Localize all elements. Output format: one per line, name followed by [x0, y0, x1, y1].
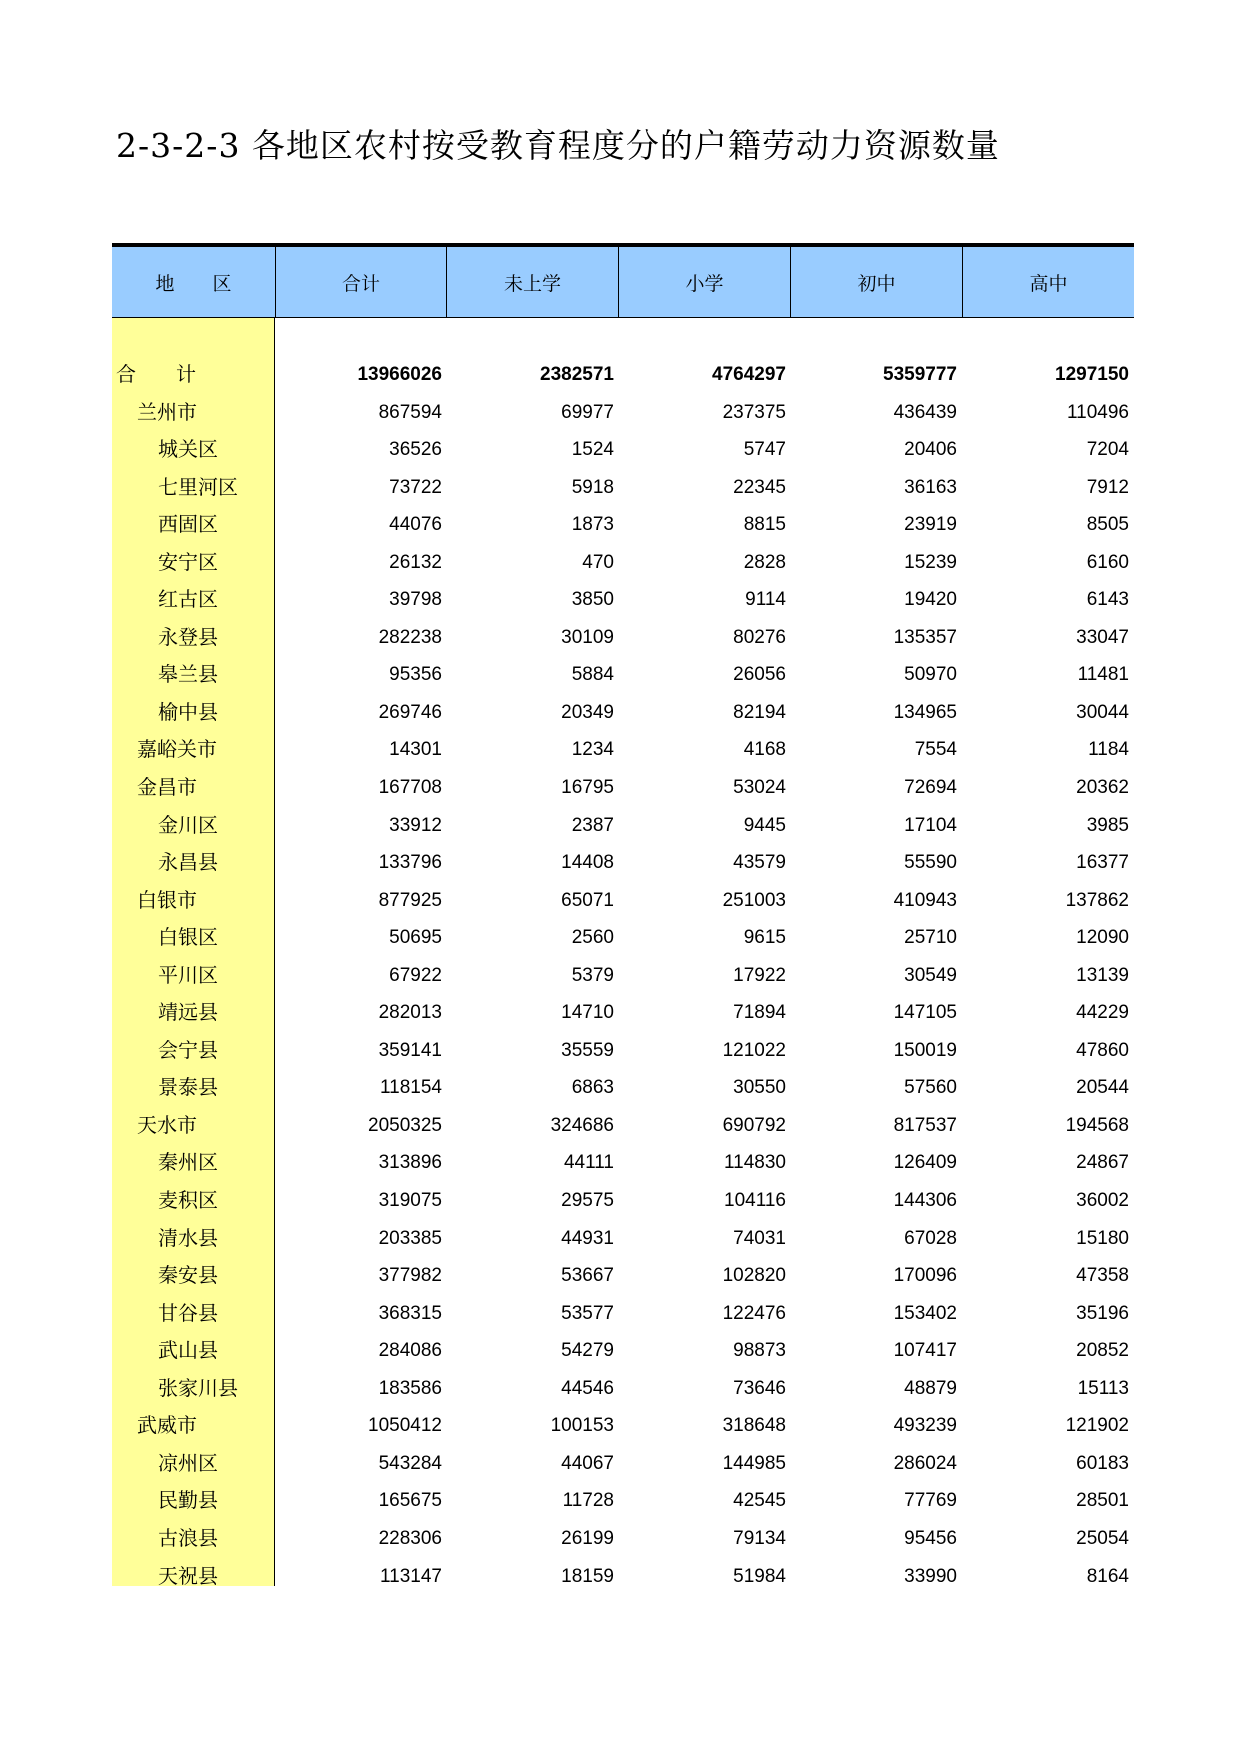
primary-cell: 102820: [722, 1265, 786, 1287]
junior-high-cell: 15239: [904, 551, 957, 573]
primary-cell: 74031: [733, 1227, 786, 1249]
region-name: 金昌市: [137, 775, 197, 800]
no-school-cell: 18159: [561, 1565, 614, 1587]
no-school-cell: 2560: [571, 927, 614, 949]
no-school-cell: 100153: [550, 1415, 614, 1437]
table-row: [112, 394, 1134, 432]
primary-cell: 30550: [733, 1077, 786, 1099]
table-row: [112, 581, 1134, 619]
senior-high-cell: 8505: [1086, 514, 1129, 536]
region-name: 榆中县: [158, 699, 218, 724]
table-row: [112, 431, 1134, 469]
senior-high-cell: 13139: [1076, 964, 1129, 986]
no-school-cell: 3850: [571, 589, 614, 611]
table-row: [112, 506, 1134, 544]
no-school-cell: 44067: [561, 1452, 614, 1474]
no-school-cell: 44111: [563, 1152, 614, 1174]
no-school-cell: 1873: [571, 514, 614, 536]
total-cell: 543284: [378, 1452, 442, 1474]
no-school-cell: 53577: [561, 1302, 614, 1324]
junior-high-cell: 25710: [904, 927, 957, 949]
table-row: [112, 1407, 1134, 1445]
table-row: [112, 994, 1134, 1032]
primary-cell: 79134: [733, 1527, 786, 1549]
region-name: 景泰县: [158, 1075, 218, 1100]
region-name: 七里河区: [158, 474, 238, 499]
total-cell: 39798: [389, 589, 442, 611]
table-row: [112, 807, 1134, 845]
senior-high-cell: 8164: [1086, 1565, 1129, 1587]
primary-cell: 42545: [733, 1490, 786, 1512]
total-cell: 133796: [378, 852, 442, 874]
table-row: [112, 356, 1134, 394]
senior-high-cell: 7912: [1086, 476, 1129, 498]
total-cell: 368315: [378, 1302, 442, 1324]
table-row: [112, 844, 1134, 882]
junior-high-cell: 77769: [904, 1490, 957, 1512]
senior-high-cell: 20544: [1076, 1077, 1129, 1099]
primary-cell: 9114: [745, 589, 786, 611]
total-cell: 377982: [378, 1265, 442, 1287]
senior-high-cell: 20852: [1076, 1340, 1129, 1362]
junior-high-cell: 95456: [904, 1527, 957, 1549]
total-cell: 183586: [378, 1377, 442, 1399]
junior-high-cell: 20406: [904, 439, 957, 461]
senior-high-cell: 47358: [1076, 1265, 1129, 1287]
no-school-cell: 14710: [561, 1002, 614, 1024]
no-school-cell: 44546: [561, 1377, 614, 1399]
no-school-cell: 14408: [561, 852, 614, 874]
senior-high-cell: 24867: [1076, 1152, 1129, 1174]
no-school-cell: 35559: [561, 1039, 614, 1061]
table-row: [112, 1445, 1134, 1483]
senior-high-cell: 110496: [1067, 401, 1129, 423]
primary-cell: 80276: [733, 626, 786, 648]
junior-high-cell: 150019: [893, 1039, 957, 1061]
no-school-cell: 29575: [561, 1190, 614, 1212]
total-cell: 313896: [378, 1152, 442, 1174]
table-body: [112, 356, 1134, 1595]
region-name: 嘉峪关市: [137, 737, 217, 762]
junior-high-cell: 147105: [893, 1002, 957, 1024]
total-cell: 14301: [389, 739, 442, 761]
region-name: 合 计: [116, 362, 196, 386]
table-row: [112, 1069, 1134, 1107]
senior-high-cell: 33047: [1076, 626, 1129, 648]
region-name: 天祝县: [158, 1563, 218, 1588]
total-cell: 44076: [389, 514, 442, 536]
total-cell: 13966026: [357, 364, 442, 385]
primary-cell: 26056: [733, 664, 786, 686]
no-school-cell: 53667: [561, 1265, 614, 1287]
region-name: 白银区: [158, 925, 218, 950]
region-name: 金川区: [158, 812, 218, 837]
junior-high-cell: 7554: [914, 739, 957, 761]
header-total: 合计: [275, 247, 446, 317]
primary-cell: 2828: [743, 551, 786, 573]
junior-high-cell: 493239: [893, 1415, 957, 1437]
no-school-cell: 6863: [571, 1077, 614, 1099]
total-cell: 33912: [389, 814, 442, 836]
no-school-cell: 16795: [561, 777, 614, 799]
table-row: [112, 656, 1134, 694]
table-row: [112, 469, 1134, 507]
junior-high-cell: 107417: [893, 1340, 957, 1362]
senior-high-cell: 28501: [1076, 1490, 1129, 1512]
senior-high-cell: 121902: [1065, 1415, 1129, 1437]
no-school-cell: 54279: [561, 1340, 614, 1362]
total-cell: 284086: [378, 1340, 442, 1362]
header-senior-high: 高中: [962, 247, 1134, 317]
total-cell: 867594: [378, 401, 442, 423]
primary-cell: 9615: [743, 927, 786, 949]
region-name: 秦州区: [158, 1150, 218, 1175]
region-name: 天水市: [137, 1112, 197, 1137]
table-row: [112, 619, 1134, 657]
primary-cell: 690792: [722, 1114, 786, 1136]
region-name: 平川区: [158, 962, 218, 987]
junior-high-cell: 134965: [893, 701, 957, 723]
total-cell: 1050412: [368, 1415, 442, 1437]
header-no-school: 未上学: [446, 247, 618, 317]
junior-high-cell: 170096: [893, 1265, 957, 1287]
primary-cell: 114830: [724, 1152, 786, 1174]
primary-cell: 104116: [724, 1190, 786, 1212]
junior-high-cell: 436439: [893, 401, 957, 423]
senior-high-cell: 6160: [1086, 551, 1129, 573]
primary-cell: 98873: [733, 1340, 786, 1362]
page-title: 2-3-2-3 各地区农村按受教育程度分的户籍劳动力资源数量: [116, 126, 1000, 165]
junior-high-cell: 33990: [904, 1565, 957, 1587]
total-cell: 36526: [389, 439, 442, 461]
table-row: [112, 1332, 1134, 1370]
table-row: [112, 1370, 1134, 1408]
header-junior-high: 初中: [790, 247, 962, 317]
no-school-cell: 30109: [561, 626, 614, 648]
senior-high-cell: 16377: [1076, 852, 1129, 874]
no-school-cell: 11728: [562, 1490, 614, 1512]
primary-cell: 22345: [733, 476, 786, 498]
no-school-cell: 26199: [561, 1527, 614, 1549]
no-school-cell: 5379: [571, 964, 614, 986]
total-cell: 113147: [380, 1565, 442, 1587]
junior-high-cell: 410943: [893, 889, 957, 911]
region-name: 靖远县: [158, 1000, 218, 1025]
junior-high-cell: 55590: [904, 852, 957, 874]
senior-high-cell: 15113: [1077, 1377, 1129, 1399]
total-cell: 877925: [378, 889, 442, 911]
senior-high-cell: 7204: [1086, 439, 1129, 461]
primary-cell: 318648: [722, 1415, 786, 1437]
senior-high-cell: 1297150: [1055, 364, 1129, 385]
region-name: 西固区: [158, 512, 218, 537]
junior-high-cell: 23919: [904, 514, 957, 536]
junior-high-cell: 50970: [904, 664, 957, 686]
table-row: [112, 1182, 1134, 1220]
primary-cell: 251003: [722, 889, 786, 911]
total-cell: 359141: [378, 1039, 442, 1061]
table-row: [112, 957, 1134, 995]
table-row: [112, 1482, 1134, 1520]
senior-high-cell: 25054: [1076, 1527, 1129, 1549]
table-row: [112, 1032, 1134, 1070]
total-cell: 95356: [389, 664, 442, 686]
junior-high-cell: 48879: [904, 1377, 957, 1399]
table-row: [112, 694, 1134, 732]
total-cell: 67922: [389, 964, 442, 986]
primary-cell: 5747: [743, 439, 786, 461]
total-cell: 73722: [389, 476, 442, 498]
no-school-cell: 1524: [571, 439, 614, 461]
no-school-cell: 65071: [561, 889, 614, 911]
junior-high-cell: 30549: [904, 964, 957, 986]
junior-high-cell: 144306: [893, 1190, 957, 1212]
junior-high-cell: 19420: [904, 589, 957, 611]
total-cell: 165675: [378, 1490, 442, 1512]
primary-cell: 237375: [722, 401, 786, 423]
region-name: 秦安县: [158, 1263, 218, 1288]
senior-high-cell: 30044: [1076, 701, 1129, 723]
primary-cell: 43579: [733, 852, 786, 874]
region-name: 城关区: [158, 437, 218, 462]
table-row: [112, 1220, 1134, 1258]
total-cell: 203385: [378, 1227, 442, 1249]
region-name: 武威市: [137, 1413, 197, 1438]
region-name: 古浪县: [158, 1525, 218, 1550]
table-row: [112, 731, 1134, 769]
total-cell: 228306: [378, 1527, 442, 1549]
region-name: 凉州区: [158, 1450, 218, 1475]
senior-high-cell: 36002: [1076, 1190, 1129, 1212]
header-primary: 小学: [618, 247, 790, 317]
region-name: 会宁县: [158, 1037, 218, 1062]
senior-high-cell: 137862: [1065, 889, 1129, 911]
senior-high-cell: 194568: [1065, 1114, 1129, 1136]
primary-cell: 53024: [733, 777, 786, 799]
region-name: 张家川县: [158, 1375, 238, 1400]
region-name: 甘谷县: [158, 1300, 218, 1325]
primary-cell: 82194: [733, 701, 786, 723]
total-cell: 319075: [378, 1190, 442, 1212]
region-name: 兰州市: [137, 399, 197, 424]
total-cell: 167708: [378, 777, 442, 799]
junior-high-cell: 36163: [904, 476, 957, 498]
no-school-cell: 5884: [571, 664, 614, 686]
region-name: 红古区: [158, 587, 218, 612]
senior-high-cell: 6143: [1086, 589, 1129, 611]
primary-cell: 9445: [743, 814, 786, 836]
primary-cell: 4764297: [712, 364, 786, 385]
region-name: 安宁区: [158, 549, 218, 574]
junior-high-cell: 286024: [893, 1452, 957, 1474]
senior-high-cell: 47860: [1076, 1039, 1129, 1061]
no-school-cell: 1234: [571, 739, 614, 761]
primary-cell: 121022: [722, 1039, 786, 1061]
table-row: [112, 1144, 1134, 1182]
region-name: 皋兰县: [158, 662, 218, 687]
junior-high-cell: 57560: [904, 1077, 957, 1099]
senior-high-cell: 44229: [1076, 1002, 1129, 1024]
region-name: 麦积区: [158, 1188, 218, 1213]
no-school-cell: 470: [582, 551, 614, 573]
total-cell: 282013: [378, 1002, 442, 1024]
junior-high-cell: 5359777: [883, 364, 957, 385]
senior-high-cell: 20362: [1076, 777, 1129, 799]
table-row: [112, 544, 1134, 582]
junior-high-cell: 153402: [893, 1302, 957, 1324]
region-name: 永登县: [158, 624, 218, 649]
region-name: 永昌县: [158, 850, 218, 875]
junior-high-cell: 17104: [904, 814, 957, 836]
senior-high-cell: 35196: [1076, 1302, 1129, 1324]
primary-cell: 73646: [733, 1377, 786, 1399]
primary-cell: 4168: [743, 739, 786, 761]
table-row: [112, 919, 1134, 957]
table-row: [112, 1107, 1134, 1145]
table-row: [112, 882, 1134, 920]
primary-cell: 51984: [733, 1565, 786, 1587]
primary-cell: 8815: [743, 514, 786, 536]
table-row: [112, 769, 1134, 807]
table-row: [112, 1295, 1134, 1333]
no-school-cell: 20349: [561, 701, 614, 723]
primary-cell: 144985: [722, 1452, 786, 1474]
region-name: 武山县: [158, 1338, 218, 1363]
junior-high-cell: 135357: [893, 626, 957, 648]
total-cell: 118154: [380, 1077, 442, 1099]
region-name: 白银市: [137, 887, 197, 912]
table-row: [112, 1558, 1134, 1596]
total-cell: 26132: [389, 551, 442, 573]
senior-high-cell: 15180: [1076, 1227, 1129, 1249]
table-row: [112, 1520, 1134, 1558]
total-cell: 282238: [378, 626, 442, 648]
no-school-cell: 5918: [571, 476, 614, 498]
no-school-cell: 2387: [571, 814, 614, 836]
senior-high-cell: 1184: [1088, 739, 1129, 761]
senior-high-cell: 12090: [1076, 927, 1129, 949]
senior-high-cell: 11481: [1077, 664, 1129, 686]
table-header: [112, 247, 1134, 318]
senior-high-cell: 60183: [1076, 1452, 1129, 1474]
junior-high-cell: 126409: [893, 1152, 957, 1174]
region-name: 民勤县: [158, 1488, 218, 1513]
header-region: 地 区: [155, 272, 232, 295]
region-name: 清水县: [158, 1225, 218, 1250]
total-cell: 50695: [389, 927, 442, 949]
table-row: [112, 1257, 1134, 1295]
no-school-cell: 69977: [561, 401, 614, 423]
junior-high-cell: 817537: [893, 1114, 957, 1136]
no-school-cell: 44931: [561, 1227, 614, 1249]
primary-cell: 122476: [722, 1302, 786, 1324]
total-cell: 269746: [378, 701, 442, 723]
junior-high-cell: 72694: [904, 777, 957, 799]
no-school-cell: 324686: [550, 1114, 614, 1136]
senior-high-cell: 3985: [1086, 814, 1129, 836]
total-cell: 2050325: [368, 1114, 442, 1136]
no-school-cell: 2382571: [540, 364, 614, 385]
junior-high-cell: 67028: [904, 1227, 957, 1249]
primary-cell: 17922: [733, 964, 786, 986]
primary-cell: 71894: [733, 1002, 786, 1024]
